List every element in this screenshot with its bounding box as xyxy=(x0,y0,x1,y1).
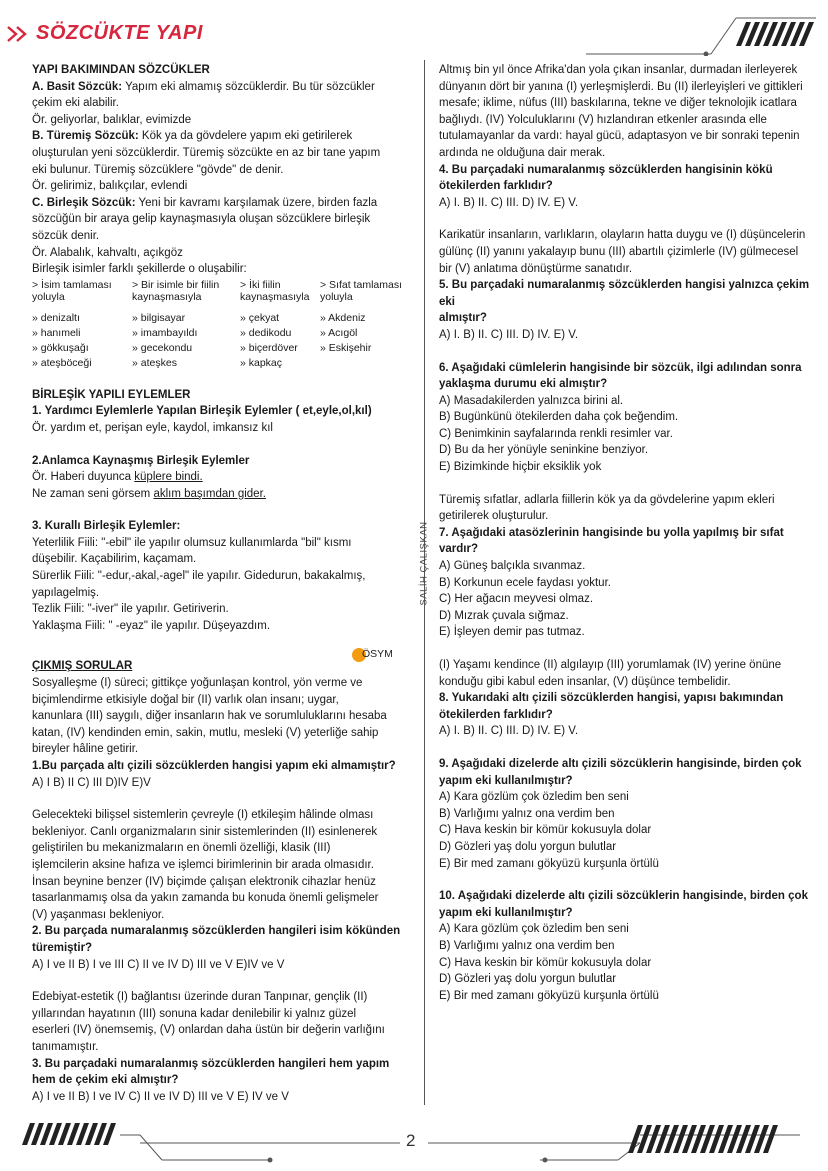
question-text: 1.Bu parçada altı çizili sözcüklerden hangisi yapım eki almamıştır? xyxy=(32,760,396,772)
passage-line: konduğu gibi kabul eden insanlar, (V) düşünce tembelidir. xyxy=(439,675,731,688)
passage-line: tutulamayanlar da vardı: hayal gücü, adaptasyon ve bir sonraki tepenin xyxy=(439,130,800,143)
passage-line: (V) yaşanması bekleniyor. xyxy=(32,908,165,921)
spacer xyxy=(439,211,819,227)
table-cell: » hanımeli xyxy=(32,326,81,339)
right-column xyxy=(439,62,819,1004)
underlined-idiom: aklım başımdan gider. xyxy=(153,487,266,500)
page-number: 2 xyxy=(406,1131,416,1150)
subsection-title: 3. Kurallı Birleşik Eylemler: xyxy=(32,520,181,533)
spacer xyxy=(439,476,819,492)
double-chevron-icon xyxy=(6,24,32,44)
table-cell: » ateşböceği xyxy=(32,356,92,369)
question-text: 10. Aşağıdaki dizelerde altı çizili sözcüklerin hangisinde, birden çok xyxy=(439,890,808,903)
spacer xyxy=(439,740,819,756)
question-text: 6. Aşağıdaki cümlelerin hangisinde bir sözcük, ilgi adılından sonra xyxy=(439,361,802,374)
passage-line: bekleniyor. Canlı organizmaların sinir sistemlerinden (II) esinlenerek xyxy=(32,825,378,838)
text-line: eki bulunur. Türemiş sözcüklere "gövde" de denir. xyxy=(32,163,284,176)
example-line xyxy=(32,469,410,486)
table-cell: » denizaltı xyxy=(32,311,80,324)
term-heading: C. Birleşik Sözcük: xyxy=(32,196,136,209)
table-cell: » ateşkes xyxy=(132,356,177,369)
answer-option: C) Hava keskin bir kömür kokusuyla dolar xyxy=(439,956,652,969)
answer-options: A) I. B) II. C) III. D) IV. E) V. xyxy=(439,328,579,341)
example-line: Ör. Alabalık, kahvaltı, açıkgöz xyxy=(32,246,183,259)
section-title: YAPI BAKIMINDAN SÖZCÜKLER xyxy=(32,64,210,76)
answer-option: C) Her ağacın meyvesi olmaz. xyxy=(439,593,594,606)
osym-label: ÖSYM xyxy=(362,648,393,660)
question-text: yapım eki kullanılmıştır? xyxy=(439,774,573,787)
text-line: Sürerlik Fiili: "-edur,-akal,-agel" ile yapılır. Gidedurun, bakakalmış, xyxy=(32,570,366,583)
term-heading: A. Basit Sözcük: xyxy=(32,80,123,93)
author-name: SALİH ÇALIŞKAN xyxy=(418,521,430,606)
text-line: yapılagelmiş. xyxy=(32,586,100,599)
term-text: Yeni bir kavramı karşılamak üzere, birden fazla xyxy=(135,196,378,209)
table-header: > İki fiilin kaynaşmasıyla xyxy=(240,278,310,303)
text-line xyxy=(32,195,410,212)
table-cell: » biçerdöver xyxy=(240,341,298,354)
example-text: Ne zaman seni görsem xyxy=(32,487,154,500)
passage-line: işlemcilerin aksine hafıza ve işlemci birimlerinin bir arada olmasıdır. xyxy=(32,858,374,871)
answer-option: B) Bugünkünü ötekilerden daha çok beğendim. xyxy=(439,411,679,424)
passage-line: Gelecekteki bilişsel sistemlerin çevreyle (I) etkileşim hâlinde olması xyxy=(32,809,374,822)
table-cell: » gökkuşağı xyxy=(32,341,89,354)
passage-line: İnsan beynine benzer (IV) biçimde çalışan elektronik cihazlar henüz xyxy=(32,875,376,888)
header-stripes-decoration xyxy=(586,16,816,56)
example-line: Ör. gelirimiz, balıkçılar, evlendi xyxy=(32,180,188,193)
spacer xyxy=(32,437,410,453)
answer-option: C) Benimkinin sayfalarında renkli resimler var. xyxy=(439,427,673,440)
question-text: yaklaşma durumu eki almıştır? xyxy=(439,378,608,391)
question-text: türemiştir? xyxy=(32,941,93,954)
passage-line: ardında ne olduğuna dair merak. xyxy=(439,146,606,159)
table-cell: » Eskişehir xyxy=(320,341,372,354)
question-text: 2. Bu parçada numaralanmış sözcüklerden hangileri isim kökünden xyxy=(32,925,401,938)
example-text: Ör. Haberi duyunca xyxy=(32,471,135,484)
example-line: Ör. geliyorlar, balıklar, evimizde xyxy=(32,113,192,126)
question-text: ötekilerden farklıdır? xyxy=(439,708,553,721)
passage-line: katan, (IV) kendinden emin, sakin, mutlu, mesleki (V) yeterliğe sahip xyxy=(32,726,379,739)
passage-line: tanımamıştır. xyxy=(32,1040,99,1053)
answer-option: A) Kara gözlüm çok özledim ben seni xyxy=(439,791,629,804)
answer-options: A) I ve II B) I ve IV C) II ve IV D) III ve V E) IV ve V xyxy=(32,1090,289,1103)
table-cell xyxy=(320,356,410,371)
question-text: 9. Aşağıdaki dizelerde altı çizili sözcüklerin hangisinde, birden çok xyxy=(439,757,802,770)
passage-line: bağlıydı. (IV) Yolculuklarını (V) hızlandıran etkenler arasında elle xyxy=(439,113,767,126)
table-header: > Sıfat tamlaması yoluyla xyxy=(320,278,402,303)
answer-option: B) Korkunun ecele faydası yoktur. xyxy=(439,576,611,589)
question-text: 4. Bu parçadaki numaralanmış sözcüklerden hangisinin kökü xyxy=(439,163,773,176)
passage-line: eserleri (IV) önemsemiş, (V) onlardan daha üstün bir değerin varlığını xyxy=(32,1024,385,1037)
compound-nouns-table xyxy=(32,279,410,371)
past-questions-title: ÇIKMIŞ SORULAR xyxy=(32,660,133,673)
text-line: çekim eki alabilir. xyxy=(32,97,119,110)
spacer xyxy=(439,344,819,360)
passage-line: gülünç (II) yanını yakalayıp bunu (III) abartılı çizimlerle (IV) gülmecesel xyxy=(439,245,799,258)
table-cell: » kapkaç xyxy=(240,356,283,369)
left-column xyxy=(32,62,410,1105)
answer-option: B) Varlığımı yalnız ona verdim ben xyxy=(439,807,615,820)
passage-line: Karikatür insanların, varlıkların, olayların hatta duygu ve (I) düşüncelerin xyxy=(439,229,806,242)
passage-line: Edebiyat-estetik (I) bağlantısı üzerinde duran Tanpınar, gençlik (II) xyxy=(32,991,368,1004)
spacer xyxy=(32,502,410,518)
table-header: > İsim tamlaması yoluyla xyxy=(32,278,112,303)
text-line xyxy=(32,128,410,145)
question-text: yapım eki kullanılmıştır? xyxy=(439,906,573,919)
answer-option: B) Varlığımı yalnız ona verdim ben xyxy=(439,939,615,952)
table-cell: » çekyat xyxy=(240,311,280,324)
passage-line: Altmış bin yıl önce Afrika'dan yola çıkan insanlar, durmadan ilerleyerek xyxy=(439,64,798,76)
term-text: Kök ya da gövdelere yapım eki getirilerek xyxy=(138,130,353,143)
answer-option: E) Bizimkinde hiçbir eksiklik yok xyxy=(439,461,602,474)
passage-line: Türemiş sıfatlar, adlarla fiillerin kök ya da gövdelerine yapım ekleri xyxy=(439,493,775,506)
passage-line: biçimlendirme etkisiyle doğal bir (II) varlık olan insanı; uygar, xyxy=(32,693,339,706)
passage-line: kanunlara (III) saygılı, diğer insanların hak ve sorumluluklarını hesaba xyxy=(32,710,387,723)
term-text: Yapım eki almamış sözcüklerdir. Bu tür sözcükler xyxy=(122,80,375,93)
spacer xyxy=(32,973,410,989)
passage-line: geliştirilen bu mekanizmaların en önemli özelliği, klasik (III) xyxy=(32,842,331,855)
passage-line: yıllarından hayatının (III) sonuna kadar denilebilir ki yalnız güzel xyxy=(32,1007,357,1020)
table-cell: » Akdeniz xyxy=(320,311,366,324)
text-line: düşebilir. Kaçabilirim, kaçamam. xyxy=(32,553,197,566)
text-line: Tezlik Fiili: "-iver" ile yapılır. Getiriverin. xyxy=(32,603,229,616)
page-title: SÖZCÜKTE YAPI xyxy=(36,22,203,44)
table-cell: » gecekondu xyxy=(132,341,193,354)
example-line xyxy=(32,486,410,503)
passage-line: bir (V) anlatıma dönüştürme sanatıdır. xyxy=(439,262,633,275)
table-header: > Bir isimle bir fiilin kaynaşmasıyla xyxy=(132,278,220,303)
answer-options: A) I. B) II. C) III. D) IV. E) V. xyxy=(439,196,579,209)
text-line: Birleşik isimler farklı şekillerde o oluşabilir: xyxy=(32,263,247,276)
text-line: Yeterlilik Fiili: "-ebil" ile yapılır olumsuz kullanımlarda "bil" kısmı xyxy=(32,536,352,549)
question-text: almıştır? xyxy=(439,312,487,325)
question-text: 3. Bu parçadaki numaralanmış sözcüklerden hangileri hem yapım xyxy=(32,1057,390,1070)
text-line: Yaklaşma Fiili: " -eyaz" ile yapılır. Düşeyazdım. xyxy=(32,619,271,632)
answer-option: E) Bir med zamanı gökyüzü kurşunla örtülü xyxy=(439,857,659,870)
spacer xyxy=(32,371,410,387)
question-text: 8. Yukarıdaki altı çizili sözcüklerden hangisi, yapısı bakımından xyxy=(439,692,784,705)
subsection-title: 1. Yardımcı Eylemlerle Yapılan Birleşik Eylemler ( et,eyle,ol,kıl) xyxy=(32,405,372,418)
question-text: ötekilerden farklıdır? xyxy=(439,180,553,193)
answer-option: D) Gözleri yaş dolu yorgun bulutlar xyxy=(439,973,617,986)
table-cell: » Acıgöl xyxy=(320,326,358,339)
answer-option: A) Masadakilerden yalnızca birini al. xyxy=(439,394,624,407)
underlined-idiom: küplere bindi. xyxy=(134,471,203,484)
title-block xyxy=(6,22,203,45)
answer-option: A) Güneş balçıkla sıvanmaz. xyxy=(439,560,586,573)
answer-option: D) Mızrak çuvala sığmaz. xyxy=(439,609,569,622)
answer-options: A) I B) II C) III D)IV E)V xyxy=(32,776,151,789)
page-header xyxy=(0,0,828,60)
question-text: 7. Aşağıdaki atasözlerinin hangisinde bu yolla yapılmış bir sıfat vardır? xyxy=(439,526,784,556)
example-line: Ör. yardım et, perişan eyle, kaydol, imkansız kıl xyxy=(32,421,273,434)
passage-line: getirilerek oluşturulur. xyxy=(439,510,549,523)
table-cell: » dedikodu xyxy=(240,326,292,339)
answer-option: D) Bu da her yönüyle seninkine benziyor. xyxy=(439,444,649,457)
answer-option: D) Gözleri yaş dolu yorgun bulutlar xyxy=(439,840,617,853)
spacer xyxy=(439,872,819,888)
passage-line: mesafe; iklime, nüfus (III) baskılarına, tekne ve diğer teknolojik icatlara xyxy=(439,97,797,110)
passage-line: dünyanın dört bir yanına (I) yerleşmişlerdi. Bu (II) ilerleyişleri ve gittikleri xyxy=(439,80,803,93)
text-line: sözcüğün bir araya gelip kaynaşmasıyla oluşan sözcüklere birleşik xyxy=(32,213,371,226)
question-text: 5. Bu parçadaki numaralanmış sözcüklerden hangisi yalnızca çekim eki xyxy=(439,279,810,308)
passage-line: (I) Yaşamı kendince (II) algılayıp (III) yorumlamak (IV) yerine önüne xyxy=(439,659,782,671)
subsection-title: 2.Anlamca Kaynaşmış Birleşik Eylemler xyxy=(32,454,250,467)
table-cell: » imambayıldı xyxy=(132,326,198,339)
spacer xyxy=(32,634,410,650)
answer-option: C) Hava keskin bir kömür kokusuyla dolar xyxy=(439,824,652,837)
question-text: hem de çekim eki almıştır? xyxy=(32,1074,179,1087)
answer-option: E) Bir med zamanı gökyüzü kurşunla örtülü xyxy=(439,989,659,1002)
answer-options: A) I ve II B) I ve III C) II ve IV D) III ve V E)IV ve V xyxy=(32,958,285,971)
passage-line: bireyler hâline getirir. xyxy=(32,743,139,756)
section-title: BİRLEŞİK YAPILI EYLEMLER xyxy=(32,388,191,401)
passage-line: tasarlanmamış olsa da yakın zamanda bu konuda önemli gelişmeler xyxy=(32,892,379,905)
answer-options: A) I. B) II. C) III. D) IV. E) V. xyxy=(439,725,579,738)
answer-option: A) Kara gözlüm çok özledim ben seni xyxy=(439,923,629,936)
text-line: oluşturulan yeni sözcüklerdir. Türemiş sözcükte en az bir tane yapım xyxy=(32,146,381,159)
text-line xyxy=(32,79,410,96)
passage-line: Sosyalleşme (I) süreci; gittikçe yoğunlaşan kontrol, yön verme ve xyxy=(32,677,363,690)
spacer xyxy=(32,791,410,807)
answer-option: E) İşleyen demir pas tutmaz. xyxy=(439,626,585,639)
table-cell: » bilgisayar xyxy=(132,311,186,324)
spacer xyxy=(439,641,819,657)
term-heading: B. Türemiş Sözcük: xyxy=(32,130,139,143)
text-line: sözcük denir. xyxy=(32,229,100,242)
